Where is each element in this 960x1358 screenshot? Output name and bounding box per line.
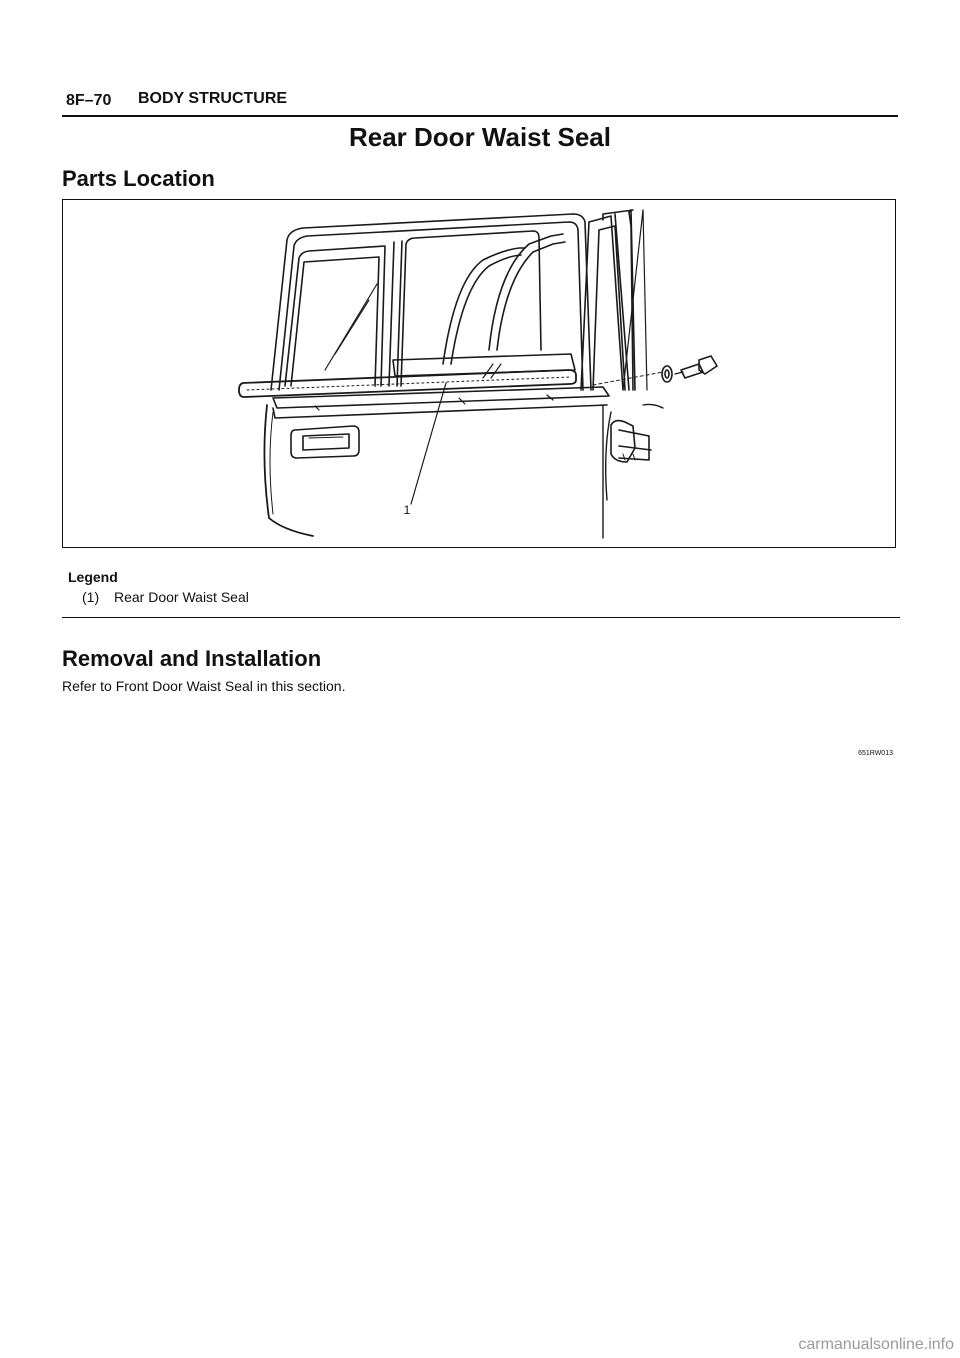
legend-item-number: (1)	[82, 589, 100, 605]
legend-item	[82, 589, 249, 605]
page-header	[66, 90, 898, 118]
header-rule	[62, 115, 898, 117]
figure-code: 651RW013	[858, 750, 893, 757]
legend-rule	[62, 617, 900, 618]
legend-title: Legend	[68, 569, 118, 585]
parts-location-heading: Parts Location	[62, 166, 215, 191]
removal-heading: Removal and Installation	[62, 646, 322, 671]
watermark: carmanualsonline.info	[798, 1336, 954, 1353]
door-illustration	[63, 200, 897, 549]
callout-1: 1	[403, 503, 411, 517]
page-number: 8F–70	[66, 92, 112, 109]
section-name: BODY STRUCTURE	[138, 90, 288, 107]
legend-item-label: Rear Door Waist Seal	[114, 589, 249, 605]
page-title: Rear Door Waist Seal	[348, 122, 611, 152]
removal-text: Refer to Front Door Waist Seal in this section.	[62, 678, 346, 694]
